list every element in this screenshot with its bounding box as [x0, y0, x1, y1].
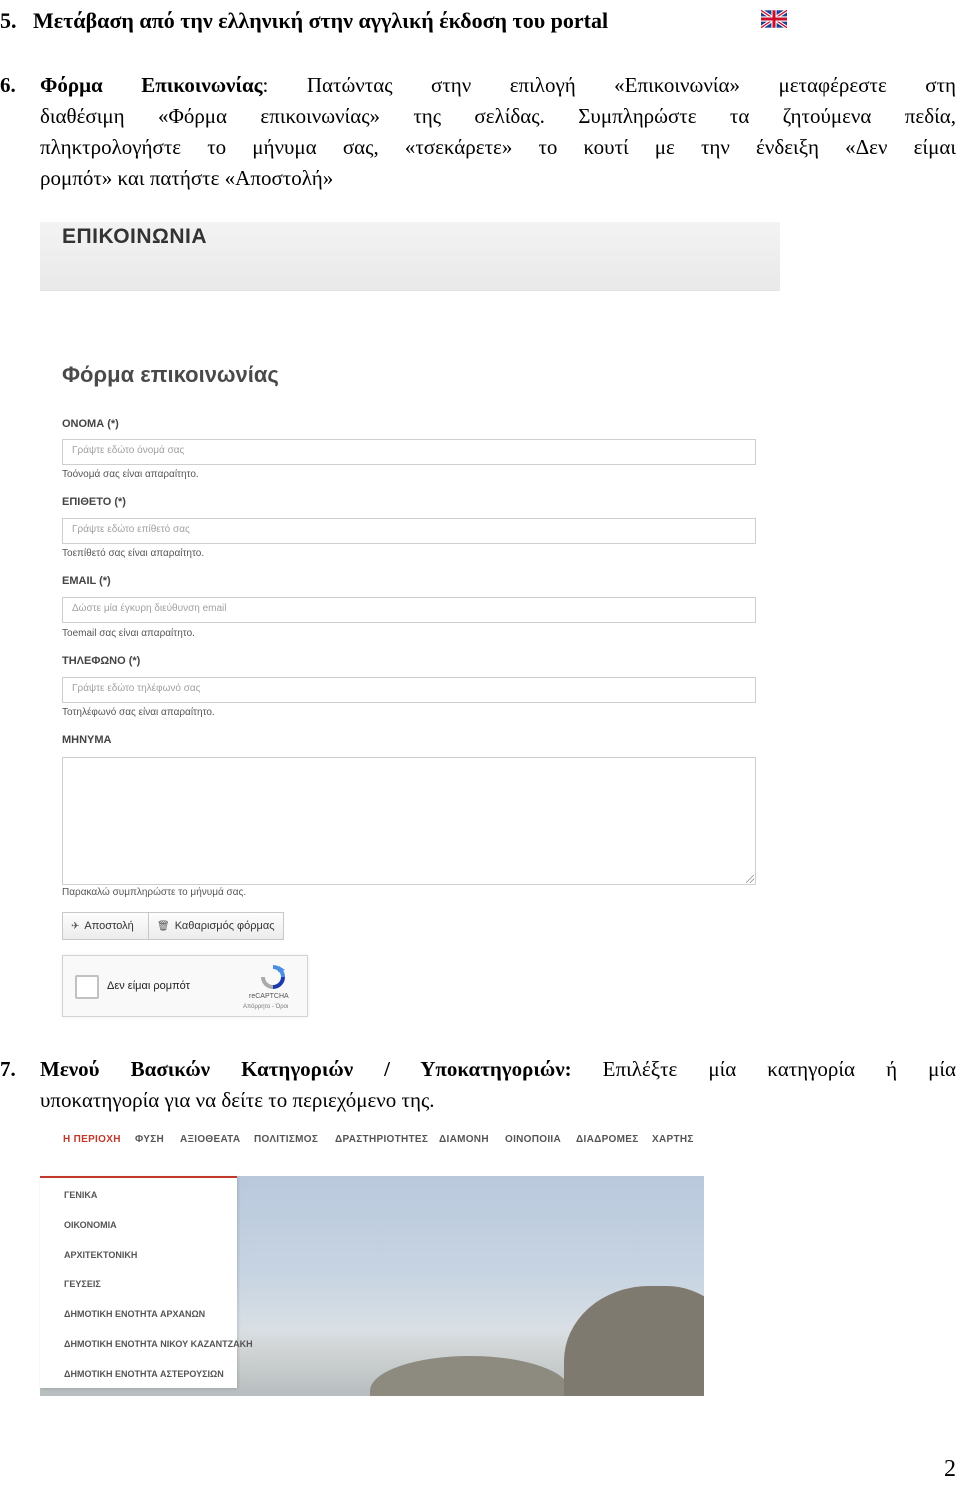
name-placeholder: Γράψτε εδώτο όνομά σας — [72, 445, 185, 456]
section-5-number: 5. — [0, 8, 17, 33]
dropdown-item-architecture[interactable]: ΑΡΧΙΤΕΚΤΟΝΙΚΗ — [64, 1250, 138, 1260]
nav-item-activities[interactable]: ΔΡΑΣΤΗΡΙΟΤΗΤΕΣ — [335, 1134, 429, 1145]
page-header-bar — [40, 222, 780, 290]
uk-flag-icon[interactable] — [761, 8, 787, 30]
section-6-number: 6. — [0, 73, 16, 97]
subcategory-dropdown — [40, 1176, 253, 1388]
clear-form-button[interactable] — [148, 912, 284, 940]
page-header-title: ΕΠΙΚΟΙΝΩΝΙΑ — [62, 225, 208, 248]
dropdown-item-general[interactable]: ΓΕΝΙΚΑ — [64, 1190, 98, 1200]
name-label: ΟΝΟΜΑ (*) — [62, 418, 119, 430]
section-6-bold-title: Φόρμα Επικοινωνίας — [40, 73, 263, 97]
recaptcha-label: Δεν είμαι ρομπότ — [107, 980, 190, 992]
section-7-paragraph — [0, 1054, 956, 1116]
nav-item-sights[interactable]: ΑΞΙΟΘΕΑΤΑ — [180, 1134, 241, 1145]
section-5-text: Μετάβαση από την ελληνική στην αγγλική έκδοση του portal — [33, 8, 609, 33]
clear-form-button-label: Καθαρισμός φόρμας — [174, 920, 275, 932]
surname-label: ΕΠΙΘΕΤΟ (*) — [62, 496, 126, 508]
send-button[interactable] — [62, 912, 150, 940]
email-placeholder: Δώστε μία έγκυρη διεύθυνση email — [72, 603, 227, 614]
nav-item-map[interactable]: ΧΑΡΤΗΣ — [652, 1134, 694, 1145]
recaptcha-brand: reCAPTCHA — [249, 993, 289, 1000]
nav-item-accommodation[interactable]: ΔΙΑΜΟΝΗ — [439, 1134, 489, 1145]
page-number: 2 — [944, 1456, 956, 1482]
phone-label: ΤΗΛΕΦΩΝΟ (*) — [62, 655, 141, 667]
surname-help: Τοεπίθετό σας είναι απαραίτητο. — [62, 548, 205, 559]
surname-input[interactable] — [62, 518, 756, 544]
form-title: Φόρμα επικοινωνίας — [62, 362, 279, 387]
email-help: Τοemail σας είναι απαραίτητο. — [62, 628, 195, 639]
recaptcha-terms[interactable]: Απόρρητο - Όροι — [243, 1004, 289, 1010]
dropdown-item-economy[interactable]: ΟΙΚΟΝΟΜΙΑ — [64, 1220, 117, 1230]
resize-grip-icon[interactable] — [746, 875, 754, 883]
recaptcha-logo-icon — [259, 964, 287, 990]
section-5-heading — [0, 8, 608, 34]
send-icon: ✈ — [71, 920, 80, 932]
trash-icon: 🗑 — [157, 920, 170, 932]
category-menu-screenshot — [40, 1128, 704, 1396]
section-7-line-2: υποκατηγορία για να δείτε το περιεχόμενο της. — [40, 1088, 435, 1112]
name-help: Τοόνομά σας είναι απαραίτητο. — [62, 469, 199, 480]
name-input[interactable] — [62, 439, 756, 465]
phone-help: Τοτηλέφωνό σας είναι απαραίτητο. — [62, 707, 215, 718]
main-nav — [40, 1128, 704, 1176]
contact-form-screenshot — [40, 222, 780, 1022]
message-label: ΜΗΝΥΜΑ — [62, 734, 112, 746]
recaptcha-widget — [62, 955, 308, 1017]
recaptcha-checkbox[interactable] — [75, 975, 99, 999]
email-label: EMAIL (*) — [62, 575, 111, 587]
nav-item-routes[interactable]: ΔΙΑΔΡΟΜΕΣ — [576, 1134, 639, 1145]
dropdown-item-flavors[interactable]: ΓΕΥΣΕΙΣ — [64, 1279, 101, 1289]
phone-input[interactable] — [62, 677, 756, 703]
section-6-line-1: : Πατώντας στην επιλογή «Επικοινωνία» μεταφέρεστε στη — [262, 73, 956, 97]
section-6-paragraph — [0, 70, 956, 194]
section-7-bold-title: Μενού Βασικών Κατηγοριών / Υποκατηγοριών: — [40, 1057, 572, 1081]
nav-item-culture[interactable]: ΠΟΛΙΤΙΣΜΟΣ — [254, 1134, 319, 1145]
section-6-line-2: διαθέσιμη «Φόρμα επικοινωνίας» της σελίδας. Συμπληρώστε τα ζητούμενα πεδία, — [40, 104, 956, 128]
nav-item-nature[interactable]: ΦΥΣΗ — [135, 1134, 165, 1145]
phone-placeholder: Γράψτε εδώτο τηλέφωνό σας — [72, 683, 201, 694]
section-7-line-1: Επιλέξτε μία κατηγορία ή μία — [571, 1057, 956, 1081]
message-help: Παρακαλώ συμπληρώστε το μήνυμά σας. — [62, 887, 247, 898]
dropdown-item-kazantzakis[interactable]: ΔΗΜΟΤΙΚΗ ΕΝΟΤΗΤΑ ΝΙΚΟΥ ΚΑΖΑΝΤΖΑΚΗ — [64, 1339, 253, 1349]
nav-item-wineries[interactable]: ΟΙΝΟΠΟΙΙΑ — [505, 1134, 562, 1145]
dropdown-item-asterousia[interactable]: ΔΗΜΟΤΙΚΗ ΕΝΟΤΗΤΑ ΑΣΤΕΡΟΥΣΙΩΝ — [64, 1369, 224, 1379]
message-textarea[interactable] — [62, 757, 756, 885]
section-6-line-3: πληκτρολογήστε το μήνυμα σας, «τσεκάρετε» το κουτί με την ένδειξη «Δεν είμαι — [40, 135, 956, 159]
send-button-label: Αποστολή — [84, 920, 134, 932]
section-6-line-4: ρομπότ» και πατήστε «Αποστολή» — [40, 166, 334, 190]
dropdown-item-archanes[interactable]: ΔΗΜΟΤΙΚΗ ΕΝΟΤΗΤΑ ΑΡΧΑΝΩΝ — [64, 1309, 206, 1319]
email-input[interactable] — [62, 597, 756, 623]
surname-placeholder: Γράψτε εδώτο επίθετό σας — [72, 524, 190, 535]
nav-item-area[interactable]: Η ΠΕΡΙΟΧΗ — [63, 1134, 121, 1145]
section-7-number: 7. — [0, 1057, 16, 1081]
